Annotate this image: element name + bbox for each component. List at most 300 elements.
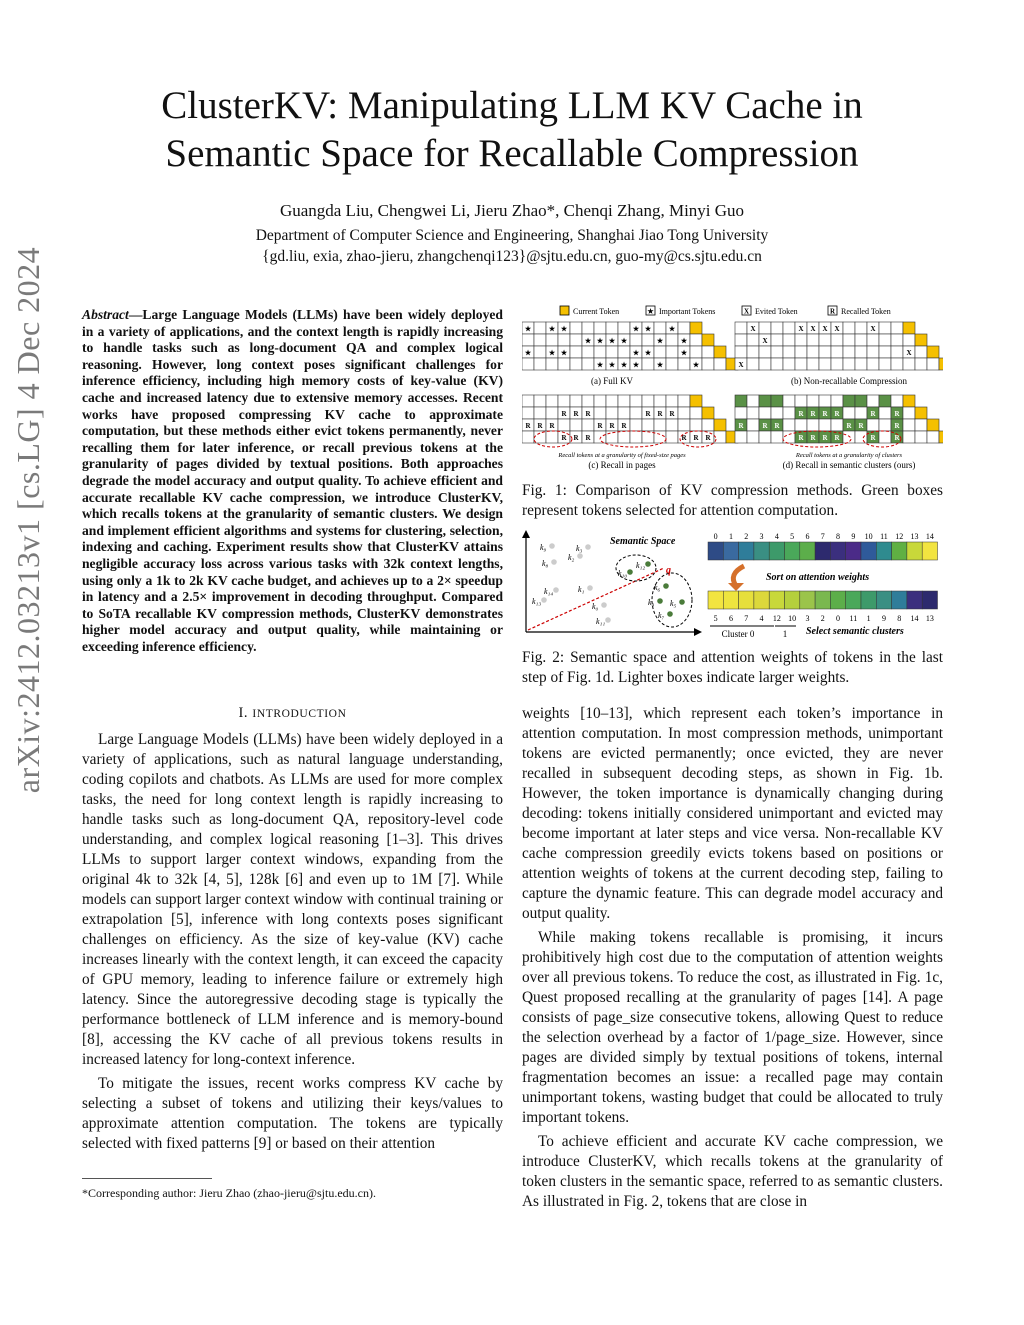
kv-cell [807,334,819,346]
top-weight-box [739,542,754,560]
kv-cell [546,431,558,443]
legend-symbol: ★ [647,307,654,316]
kv-cell-symbol: R [810,434,816,442]
kv-cell [819,334,831,346]
kv-cell [582,322,594,334]
kv-cell [558,358,570,370]
kv-cell [759,407,771,419]
right-paragraph-3: To achieve efficient and accurate KV cache compression, we introduce ClusterKV, which recalls tokens at the granularity of token clusters in the semantic space, referred to as semantic clusters. As illustrated in Fig. 2, tokens that are close in [522,1133,943,1210]
kv-cell [714,346,726,358]
kv-cell [903,407,915,419]
token-label: k₁ [578,585,585,594]
token-label: k₅ [670,599,677,608]
kv-cell-symbol: R [549,422,555,430]
kv-cell [903,395,915,407]
kv-cell [594,395,606,407]
sorted-weight-box [907,591,922,609]
kv-cell-symbol: ★ [548,325,556,333]
kv-cell [915,419,927,431]
kv-cell [630,419,642,431]
kv-cell-symbol: R [561,434,567,442]
kv-cell-symbol: R [681,434,687,442]
top-weight-box [754,542,769,560]
kv-cell [915,346,927,358]
kv-cell [630,407,642,419]
kv-cell [843,358,855,370]
kv-cell-symbol: ★ [620,361,628,369]
kv-cell [915,334,927,346]
query-label: q [666,565,671,576]
token-point [553,587,559,593]
top-index-label: 3 [759,532,764,541]
kv-cell [795,395,807,407]
kv-cell-symbol: R [537,422,543,430]
token-label: k₁₃ [532,597,542,606]
bottom-index-label: 0 [836,614,841,623]
kv-cell [843,322,855,334]
legend-label: Current Token [573,307,620,316]
affiliation-block [80,225,944,267]
kv-cell-symbol: R [585,434,591,442]
panel-non-recallable [735,322,943,370]
bottom-index-label: 8 [897,614,902,623]
kv-cell [831,334,843,346]
token-point [585,544,591,550]
sorted-weight-box [922,591,937,609]
kv-cell [867,395,879,407]
kv-cell [927,358,939,370]
legend-label: Evited Token [755,307,798,316]
kv-cell [666,358,678,370]
kv-cell [831,346,843,358]
abstract-label: Abstract [82,307,129,322]
kv-cell [747,419,759,431]
kv-cell-symbol: R [645,410,651,418]
kv-cell [606,431,618,443]
kv-cell [855,358,867,370]
kv-cell [759,322,771,334]
kv-cell-symbol: R [894,422,900,430]
legend-swatch [560,306,569,315]
kv-cell-symbol: ★ [644,349,652,357]
kv-cell [807,358,819,370]
kv-cell [642,334,654,346]
kv-cell-symbol: R [525,422,531,430]
top-index-label: 9 [851,532,856,541]
kv-cell [843,431,855,443]
kv-cell-symbol: ★ [656,337,664,345]
kv-cell [534,346,546,358]
kv-cell [654,395,666,407]
kv-cell-symbol: ★ [680,349,688,357]
kv-cell-symbol: R [705,434,711,442]
kv-cell [594,322,606,334]
kv-cell [819,395,831,407]
token-point [541,597,547,603]
token-point [577,553,583,559]
token-point [679,599,685,605]
top-weight-box [846,542,861,560]
sorted-weight-box [754,591,769,609]
kv-cell [879,346,891,358]
kv-cell [630,431,642,443]
kv-cell [618,395,630,407]
kv-cell-symbol: R [597,422,603,430]
top-index-label: 5 [790,532,795,541]
kv-cell [747,346,759,358]
kv-cell [606,407,618,419]
bottom-index-label: 12 [772,614,781,623]
kv-cell-symbol: R [858,422,864,430]
token-point [587,585,593,591]
kv-cell [843,395,855,407]
token-label: k₂ [568,553,575,562]
kv-cell [522,431,534,443]
kv-cell-symbol: R [798,434,804,442]
kv-cell-symbol: R [822,410,828,418]
fig1-legend [560,306,891,316]
kv-cell [783,322,795,334]
kv-cell [582,358,594,370]
kv-cell-symbol: R [621,422,627,430]
kv-cell [654,346,666,358]
kv-cell [618,322,630,334]
kv-cell-symbol: X [810,325,816,333]
kv-cell [759,358,771,370]
kv-cell [735,334,747,346]
token-label: k₄ [648,598,655,607]
kv-cell [891,395,903,407]
kv-cell [642,419,654,431]
kv-cell [534,322,546,334]
kv-cell [570,395,582,407]
panel-recall-clusters [735,395,943,443]
kv-cell [879,322,891,334]
top-weight-box [723,542,738,560]
arxiv-identifier: arXiv:2412.03213v1 [cs.LG] 4 Dec 2024 [10,246,46,794]
kv-cell-symbol: R [894,434,900,442]
kv-cell [891,358,903,370]
kv-cell-symbol: R [894,410,900,418]
kv-cell-symbol: R [657,410,663,418]
footnote: *Corresponding author: Jieru Zhao (zhao-jieru@sjtu.edu.cn). [82,1186,376,1200]
kv-cell [678,358,690,370]
kv-cell-symbol: ★ [668,325,676,333]
sorted-weight-box [846,591,861,609]
kv-cell [879,419,891,431]
right-paragraph-2: While making tokens recallable is promising, it incurs prohibitively high cost due to the computation of attention weights over all previous tokens. To reduce the cost, as illustrated in Fig. 1c, Quest proposed recalling at the granularity of pages [14]. A page consists of page_size consecutive tokens, allowing Quest to reduce the selection overhead by a factor of 1/page_size. However, since pages are divided simply by textual positions of tokens, internal fragmentation becomes an issue: a recalled page may contain unimportant tokens, wasting budget that could be allocated to truly important tokens. [522,929,943,1126]
token-point [551,559,557,565]
kv-cell [771,322,783,334]
kv-cell [783,407,795,419]
kv-cell [642,431,654,443]
kv-cell [534,407,546,419]
kv-cell [606,395,618,407]
kv-cell [747,395,759,407]
kv-cell [666,419,678,431]
kv-cell [570,322,582,334]
sorted-weight-box [739,591,754,609]
token-point [657,598,663,604]
kv-cell [939,358,943,370]
kv-cell-symbol: X [870,325,876,333]
top-weight-box [861,542,876,560]
abstract [82,307,503,655]
panel-recall-pages [522,395,738,443]
kv-cell-symbol: R [822,434,828,442]
top-index-label: 12 [895,532,904,541]
kv-cell [795,334,807,346]
bottom-index-label: 14 [910,614,919,623]
kv-cell [855,395,867,407]
kv-cell [819,346,831,358]
kv-cell [867,334,879,346]
kv-cell [546,334,558,346]
kv-cell-symbol: ★ [596,361,604,369]
kv-cell [642,395,654,407]
kv-cell-symbol: R [585,410,591,418]
kv-cell [690,419,702,431]
kv-cell [522,395,534,407]
bottom-index-label: 5 [713,614,718,623]
bottom-index-label: 3 [805,614,810,623]
kv-cell [630,395,642,407]
kv-cell-symbol: ★ [584,337,592,345]
kv-cell-symbol: R [798,410,804,418]
section-number: I. [238,705,249,721]
kv-cell-symbol: R [870,434,876,442]
token-point [601,602,607,608]
section-heading [82,705,503,722]
kv-cell [819,358,831,370]
kv-cell [867,346,879,358]
kv-cell [678,419,690,431]
kv-cell [570,358,582,370]
kv-cell-symbol: X [750,325,756,333]
kv-cell [747,431,759,443]
cluster-1-label: 1 [782,629,788,639]
token-label: k₀ [592,602,599,611]
kv-cell [771,346,783,358]
kv-cell [855,431,867,443]
kv-cell [807,419,819,431]
token-point [605,617,611,623]
kv-cell-symbol: ★ [608,361,616,369]
top-index-label: 1 [728,532,733,541]
token-label: k₉ [540,543,547,552]
kv-cell [903,431,915,443]
kv-cell [618,431,630,443]
kv-cell [570,334,582,346]
intro-paragraph-2: To mitigate the issues, recent works compress KV cache by selecting a subset of tokens and utilizing their keys/values to approximate attention computation. The tokens are typically selected with fixed patterns [9] or based on their attention [82,1075,503,1152]
legend-label: Recalled Token [841,307,891,316]
kv-cell [855,346,867,358]
kv-cell [855,322,867,334]
kv-cell [702,419,714,431]
kv-cell [771,407,783,419]
kv-cell [534,395,546,407]
kv-cell-symbol: X [834,325,840,333]
top-weight-box [708,542,723,560]
kv-cell [783,358,795,370]
top-weight-box [830,542,845,560]
right-paragraph-1: weights [10–13], which represent each token’s importance in attention computation. In most compression methods, unimportant tokens are evicted permanently; once evicted, they are never recalled in subsequent decoding steps, as shown in Fig. 1b. However, the token importance is dynamically changing during decoding: tokens initially considered unimportant and evicted may become important at later steps and vice versa. Non-recallable KV cache compression greedily evicts tokens based on positions or attention weights of tokens at the current decoding step, failing to capture the dynamic feature. This can degrade model accuracy and output quality. [522,705,943,922]
x-axis-arrow [694,628,702,636]
top-weight-box [769,542,784,560]
kv-cell-symbol: R [669,410,675,418]
kv-cell [855,334,867,346]
affiliation: Department of Computer Science and Engineering, Shanghai Jiao Tong University [255,227,769,244]
kv-cell [714,358,726,370]
kv-cell [522,407,534,419]
kv-cell [570,346,582,358]
kv-cell [747,407,759,419]
kv-cell [690,334,702,346]
kv-cell-symbol: ★ [524,325,532,333]
top-index-label: 4 [774,532,779,541]
fig2-caption: Fig. 2: Semantic space and attention weights of tokens in the last step of Fig. 1d. Lighter boxes indicate larger weights. [522,649,943,686]
kv-cell-symbol: ★ [632,325,640,333]
kv-cell-symbol: R [834,410,840,418]
sorted-weight-box [708,591,723,609]
kv-cell [630,334,642,346]
kv-cell [702,334,714,346]
kv-cell [702,358,714,370]
kv-cell-symbol: ★ [692,361,700,369]
sorted-weight-box [876,591,891,609]
kv-cell [522,334,534,346]
kv-cell [795,346,807,358]
kv-cell [714,419,726,431]
kv-cell [594,407,606,419]
kv-cell-symbol: R [774,422,780,430]
kv-cell-symbol: R [810,410,816,418]
kv-cell [594,346,606,358]
token-label: k₁₀ [618,569,628,578]
kv-cell [759,395,771,407]
kv-cell [831,395,843,407]
kv-cell-symbol: ★ [596,337,604,345]
kv-cell [678,322,690,334]
kv-cell [891,346,903,358]
fig1-subcaption-a: (a) Full KV [591,376,633,386]
kv-cell [879,334,891,346]
kv-cell [747,334,759,346]
figure-2 [522,528,943,640]
fig1-subcaption-c: (c) Recall in pages [588,460,656,470]
sorted-weight-box [830,591,845,609]
bottom-index-label: 13 [925,614,934,623]
kv-cell [915,358,927,370]
paper-title [80,82,944,178]
sorted-weight-box [800,591,815,609]
semantic-space-label: Semantic Space [610,536,676,547]
top-index-label: 14 [925,532,934,541]
bottom-index-label: 11 [849,614,858,623]
kv-cell [654,419,666,431]
legend-symbol: X [743,307,750,316]
kv-cell [582,419,594,431]
top-index-label: 8 [836,532,841,541]
kv-cell [867,358,879,370]
bottom-index-label: 7 [744,614,749,623]
top-weight-box [907,542,922,560]
kv-cell [690,407,702,419]
legend-symbol: R [829,307,836,316]
kv-cell-symbol: ★ [548,349,556,357]
fig2-points [532,543,685,626]
emails: {gd.liu, exia, zhao-jieru, zhangchenqi123}@sjtu.edu.cn, guo-my@cs.sjtu.edu.cn [262,248,762,265]
fig1-subcaption-d: (d) Recall in semantic clusters (ours) [782,460,916,470]
kv-cell-symbol: R [561,410,567,418]
kv-cell [843,334,855,346]
kv-cell [903,322,915,334]
kv-cell [546,395,558,407]
token-label: k₈ [542,559,549,568]
sorted-weight-box [723,591,738,609]
kv-cell-symbol: R [834,434,840,442]
bottom-index-label: 10 [788,614,797,623]
kv-cell [915,407,927,419]
kv-cell [759,431,771,443]
kv-cell [783,419,795,431]
top-weight-box [785,542,800,560]
kv-cell [771,334,783,346]
token-label: k₇ [658,611,665,620]
kv-cell [735,431,747,443]
kv-cell [831,419,843,431]
kv-cell [879,431,891,443]
kv-cell [783,395,795,407]
kv-cell [903,334,915,346]
sorted-weight-box [861,591,876,609]
kv-cell [735,395,747,407]
bottom-index-label: 6 [728,614,733,623]
bottom-index-label: 2 [820,614,825,623]
kv-cell-symbol: ★ [680,337,688,345]
kv-cell-symbol: X [762,337,768,345]
kv-cell [702,346,714,358]
kv-cell [666,431,678,443]
kv-cell [522,358,534,370]
top-index-label: 13 [910,532,919,541]
top-index-label: 7 [820,532,825,541]
token-label: k₁₄ [544,587,554,596]
kv-cell-symbol: R [609,422,615,430]
kv-cell [807,395,819,407]
kv-cell [678,395,690,407]
title-line-2: Semantic Space for Recallable Compression [165,132,859,175]
top-weight-box [876,542,891,560]
kv-cell [735,346,747,358]
bottom-index-label: 1 [866,614,871,623]
kv-cell [654,322,666,334]
bottom-index-label: 9 [881,614,886,623]
kv-cell-symbol: R [846,422,852,430]
token-label: k₆ [654,583,661,592]
kv-cell-symbol: ★ [560,349,568,357]
kv-cell-symbol: R [762,422,768,430]
kv-cell [891,322,903,334]
kv-cell [927,431,939,443]
kv-cell [534,334,546,346]
kv-cell [558,419,570,431]
cluster-0-label: Cluster 0 [721,629,755,639]
kv-cell [879,407,891,419]
kv-cell [666,346,678,358]
kv-cell [831,358,843,370]
kv-cell [546,358,558,370]
